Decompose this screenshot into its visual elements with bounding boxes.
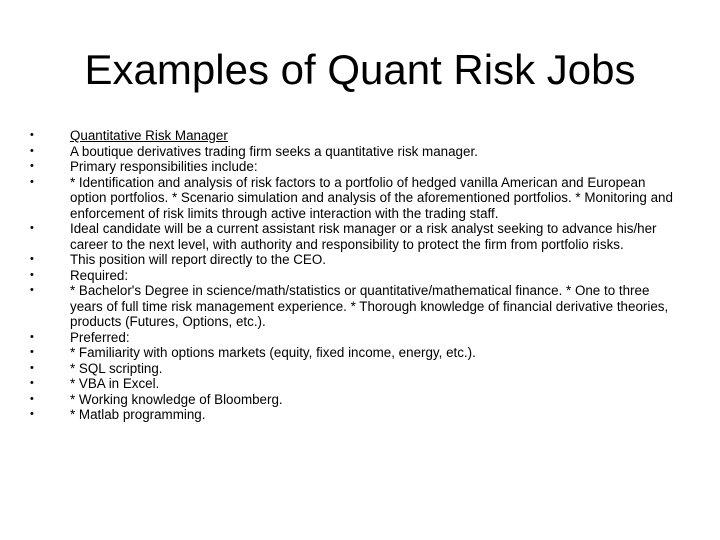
bullet-icon: • bbox=[30, 408, 34, 420]
bullet-icon: • bbox=[30, 144, 34, 157]
list-item-text: This position will report directly to the CEO. bbox=[70, 252, 327, 267]
list-item-text: * Bachelor's Degree in science/math/statistics or quantitative/mathematical finance. * One to three years of full time risk management experience. * Thorough knowledge of financial derivative theories, products (Futures, Options, etc.). bbox=[70, 283, 669, 329]
bullet-icon: • bbox=[30, 129, 34, 141]
list-item bbox=[0, 345, 720, 361]
list-item-text: * VBA in Excel. bbox=[70, 376, 160, 391]
list-item-text: * Familiarity with options markets (equity, fixed income, energy, etc.). bbox=[70, 345, 476, 360]
bullet-icon: • bbox=[30, 160, 34, 172]
bullet-icon: • bbox=[30, 284, 34, 296]
job-title-text: Quantitative Risk Manager bbox=[70, 128, 228, 143]
slide-title: Examples of Quant Risk Jobs bbox=[84, 46, 636, 93]
list-item-text: * Working knowledge of Bloomberg. bbox=[70, 391, 283, 407]
list-item bbox=[0, 407, 720, 423]
list-item bbox=[0, 252, 720, 268]
list-item bbox=[0, 159, 720, 175]
list-item bbox=[0, 330, 720, 346]
bullet-icon: • bbox=[30, 222, 34, 234]
list-item-job-title bbox=[0, 128, 720, 144]
list-item bbox=[0, 268, 720, 284]
bullet-icon: • bbox=[30, 377, 34, 389]
list-item bbox=[0, 376, 720, 392]
list-item bbox=[0, 361, 720, 377]
list-item bbox=[0, 144, 720, 160]
list-item-text: * Identification and analysis of risk factors to a portfolio of hedged vanilla American and European option portfolios. * Scenario simulation and analysis of the aforementioned portfolios. * Monitoring and enforcement of risk limits through active interaction with the trading staff. bbox=[70, 174, 673, 221]
list-item-text: * Matlab programming. bbox=[70, 407, 206, 422]
bullet-icon: • bbox=[30, 392, 34, 405]
bullet-list bbox=[0, 128, 720, 423]
list-item-text: * SQL scripting. bbox=[70, 360, 163, 376]
bullet-icon: • bbox=[30, 361, 34, 374]
list-item-text: Ideal candidate will be a current assistant risk manager or a risk analyst seeking to advance his/her career to the next level, with authority and responsibility to protect the firm from portfolio risks. bbox=[70, 221, 657, 252]
list-item-text: A boutique derivatives trading firm seeks a quantitative risk manager. bbox=[70, 143, 478, 159]
bullet-icon: • bbox=[30, 253, 34, 265]
list-item bbox=[0, 175, 720, 222]
list-item-text: Required: bbox=[70, 267, 129, 283]
list-item-text: Preferred: bbox=[70, 329, 130, 345]
list-item bbox=[0, 221, 720, 252]
list-item bbox=[0, 283, 720, 330]
bullet-icon: • bbox=[30, 175, 34, 188]
bullet-icon: • bbox=[30, 268, 34, 281]
bullet-icon: • bbox=[30, 330, 34, 343]
list-item bbox=[0, 392, 720, 408]
bullet-icon: • bbox=[30, 346, 34, 358]
list-item-text: Primary responsibilities include: bbox=[70, 159, 258, 174]
